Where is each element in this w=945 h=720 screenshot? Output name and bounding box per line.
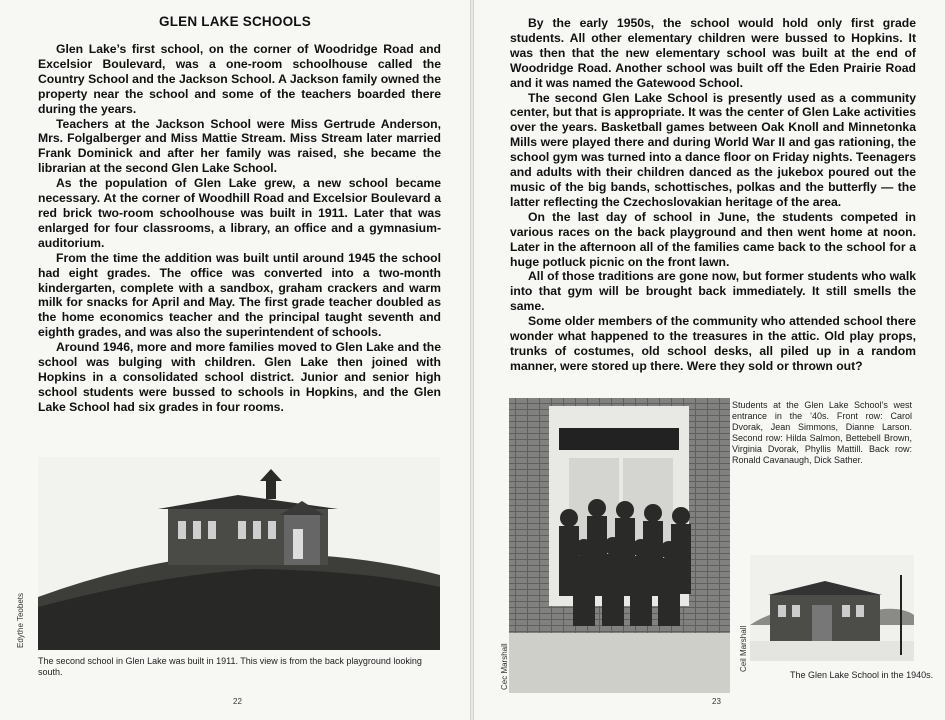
paragraph: Some older members of the community who attended school there wonder what happened to the treasures in the attic. Old play props, trunks of costumes, old school desks, all piled up in a random manner, were stored up there. Were they sold or thrown out? [510,314,916,373]
paragraph: From the time the addition was built until around 1945 the school had eight grades. The office was converted into a two-month kindergarten, complete with a sandbox, graham crackers and warm milk for snacks for April and May. The first grade teacher doubled as the home economics teacher and the principal taught seventh and eighth grades, and was also the superintendent of schools. [38,250,441,340]
photo-credit: Edythe Teobets [16,592,25,648]
school-1940s-photo [750,555,914,661]
photo-caption: The second school in Glen Lake was built in 1911. This view is from the back playground looking south. [38,656,422,677]
page-number: 23 [712,697,721,706]
paragraph: The second Glen Lake School is presently used as a community center, but that is appropriate. It was the center of Glen Lake activities over the years. Basketball games between Oak Knoll and Minnetonka Mills were played there and during World War II and gas rationing, the school gym was turned into a dance floor on Friday nights. Teenagers and adults with their children danced as the jukebox poured out the music of the big bands, schottisches, polkas and the butterfly — the latter reflecting the Czechoslovakian heritage of the area. [510,90,916,209]
page-title: GLEN LAKE SCHOOLS [159,14,311,29]
left-page [0,0,470,720]
students-entrance-photo [509,398,730,693]
paragraph: By the early 1950s, the school would hold only first grade students. All other elementary children were bussed to Hopkins. It was then that the new elementary school was built at the end of Woodridge Road. Another school was built off the Eden Prairie Road and it was named the Gatewood School. [510,16,916,90]
paragraph: As the population of Glen Lake grew, a new school became necessary. At the corner of Woodhill Road and Excelsior Boulevard a red brick two-room schoolhouse was built in 1911. Later that was enlarged for four classrooms, a library, an office and a gymnasium-auditorium. [38,176,441,250]
school-1940s-caption: The Glen Lake School in the 1940s. [790,670,934,680]
photo-credit: Ceil Marshall [739,625,748,672]
right-page [474,0,945,720]
right-body-text [510,16,916,374]
school-1911-photo [38,457,440,650]
students-caption: Students at the Glen Lake School’s west entrance in the ’40s. Front row: Carol Dvorak, Jean Simmons, Dianne Larson. Second row: Hilda Salmon, Bettebell Brown, Virginia Dvorak, Phyllis Mattill. Back row: Ronald Cavanaugh, Dick Sather. [732,400,912,465]
paragraph: Glen Lake’s first school, on the corner of Woodridge Road and Excelsior Boulevard, was a one-room schoolhouse called the Country School and the Jackson School. A Jackson family owned the property near the school and some of the teachers boarded there during the years. [38,42,441,116]
paragraph: On the last day of school in June, the students competed in various races on the back playground and then went home at noon. Later in the afternoon all of the families came back to the school for a huge potluck picnic on the front lawn. [510,209,916,269]
paragraph: All of those traditions are gone now, but former students who walk into that gym will be brought back immediately. It still smells the same. [510,269,916,314]
paragraph: Teachers at the Jackson School were Miss Gertrude Anderson, Mrs. Folgalberger and Miss Mattie Stream. Miss Stream later married Frank Dominick and after her family was raised, she became the librarian at the second Glen Lake School. [38,116,441,176]
paragraph: Around 1946, more and more families moved to Glen Lake and the school was bulging with children. Glen Lake then joined with Hopkins in a consolidated school district. Junior and senior high school students were bussed to schools in Hopkins, and the Glen Lake School had six grades in four rooms. [38,340,441,414]
left-body-text [38,42,441,415]
photo-credit: Cec Marshall [500,643,509,690]
page-number: 22 [233,697,242,706]
